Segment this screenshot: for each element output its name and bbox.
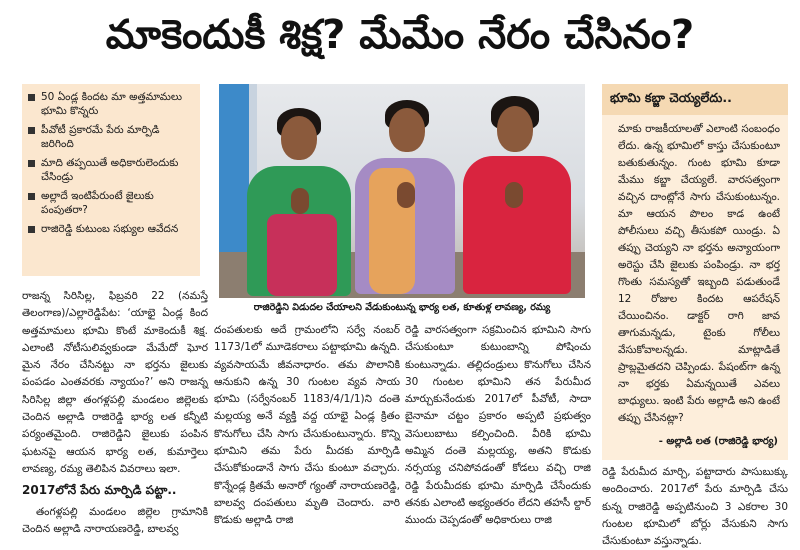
sidebox-body: మాకు రాజకీయాలతో ఎలాంటి సంబంధం లేదు. ఉన్న భూమిలో కాస్తు చేసుకుంటూ బతుకుతున్నం. గుంట భూమి కూడా మేము కబ్జా చేయ్యలే. వారసత్వంగా వచ్చిన దాంట్లోనే సాగు చేసుకుంటున్నం. మా ఆయన పొలం కాడ ఉంటే పోలీసులు వచ్చి తీసుకపో యిండ్రు. ఏ తప్పు చెయ్యని నా భర్తను అన్యాయంగా అరెస్టు చేసి జైలుకు పంపిండ్రు. నా భర్త గొంతు సమస్యతో ఇబ్బంది పడుతుండే 12 రోజుల కిందట ఆపరేషన్ చేయించినం. డాక్టర్ రాగి జావ తాగుమన్నడు, టైంకు గోలీలు వేసుకోవాలన్నడు. మాట్లాడితే ప్రాబ్లమైతదని చెప్పిండు. పేషంట్‌గా ఉన్న నా భర్తకు ఏమన్నయితే ఎవలు బాధ్యులు. ఇంటి పేరు అల్లాడి అని ఉంటే తప్పు చేసినట్లా? [618,123,780,424]
bullet-square-icon [28,94,35,101]
highlight-item: పీవోటీ ప్రకారమే పేరు మార్పిడి జరిగింది [28,123,194,151]
person-right [455,96,573,294]
highlight-item: మాది తప్పయితే అధికారులెందుకు చేసిండ్రు [28,156,194,184]
bullet-square-icon [28,226,35,233]
bullet-square-icon [28,127,35,134]
bullet-square-icon [28,193,35,200]
article-paragraph: రాజన్న సిరిసిల్ల, ఫిబ్రవరి 22 (నమస్తే తెలంగాణ)/ఎల్లారెడ్డిపేట: ‘యాభై ఏండ్ల కింద అత్తమామలు భూమి కొంటే మాకెందుకీ శిక్ష. ఎలాంటి నోటీసులివ్వకుండా మేమేదో ఘోర మైన నేరం చేసినట్టు నా భర్తను జైలుకు పంపడం ఎంతవరకు న్యాయం?’ అని రాజన్న సిరిసిల్ల జిల్లా తంగళ్లపల్లి మండలం జిల్లెలకు చెందిన అల్లాడి రాజిరెడ్డి భార్య లత కన్నీటి పర్యంతమైంది. రాజిరెడ్డిని జైలుకు పంపిన ఘటనపై ఆయన భార్య లత, కుమార్తెలు లావణ్య, రమ్య తెలిపిన వివరాలు ఇలా. [22,290,208,475]
article-subhead: 2017లోనే పేరు మార్పిడి పట్టా.. [22,483,177,498]
article-column-1 [22,288,208,538]
quote-sidebox [602,84,788,460]
article-column-3: రెడ్డి వారసత్వంగా సక్రమించిన భూమిని సాగు చేసుకుంటూ కుటుంబాన్ని పోషించు కుంటున్నాడు. తల్లిదండ్రులు కొనుగోలు చేసిన 30 గుంటల భూమిని తన పేరుమీద మార్చుకునేందుకు 2017లో పీవోటీ, సాదా బైనామా చట్టం ప్రకారం అప్పటి ప్రభుత్వం వెసులుబాటు కల్పించింది. వీరికి భూమి అమ్మిన దంతె మల్లయ్య, అతని కొడుకు నర్సయ్య చనిపోవడంతో కోడలు వచ్చి రాజి రెడ్డి పేరుమీదకు భూమి మార్పిడి చేసేందుకు తనకు ఎలాంటి అభ్యంతరం లేదని తహసీ ల్దార్ ముందు చెప్పడంతో అధికారులు రాజి [405,324,591,527]
highlight-item: 50 ఏండ్ల కిందట మా అత్తమామలు భూమి కొన్నరు [28,90,194,118]
person-left [241,104,351,294]
bullet-square-icon [28,160,35,167]
article-paragraph: తంగళ్లపల్లి మండలం జిల్లెల గ్రామానికి చెందిన అల్లాడి నారాయణరెడ్డి, బాలవ్వ [22,505,208,535]
person-middle [347,98,457,294]
highlights-box [22,84,200,276]
sidebox-title: భూమి కబ్జా చెయ్యలేదు.. [602,84,788,115]
highlight-item: రాజిరెడ్డి కుటుంబ సభ్యుల ఆవేదన [28,222,194,236]
headline: మాకెందుకీ శిక్ష? మేమేం నేరం చేసినం? [105,12,695,58]
family-photo [219,84,585,298]
article-column-2: దంపతులకు అదే గ్రామంలోని సర్వే నంబర్ 1173/1లో మూడెకరాలు పట్టాభూమి ఉన్నది. వ్యవసాయమే జీవనాధారం. తమ పొలానికి ఆనుకుని ఉన్న 30 గుంటల వ్యవ సాయ భూమి (సర్వేనంబర్ 1183/4/1/1)ని దంతె మల్లయ్య అనే వ్యక్తి వద్ద యాభై ఏండ్ల క్రితం కొనుగోలు చేసి సాగు చేసుకుంటున్నారు. కొన్ని భూమిని తమ పేరు మీదకు మార్పిడి చేసుకోకుండానే సాగు చేసు కుంటూ వచ్చారు. కొన్నేండ్ల క్రితమే అనారో గ్యంతో నారాయణరెడ్డి, బాలవ్వ దంపతులు మృతి చెందారు. వారి కొడుకు అల్లాడి రాజి [214,324,400,527]
highlight-item: అల్లాదే ఇంటిపేరుంటే జైలుకు పంపుతరా? [28,189,194,217]
photo-caption: రాజిరెడ్డిని విడుదల చేయాలని వేడుకుంటున్న భార్య లత, కూతుళ్ల లావణ్య, రమ్య [219,299,585,317]
sidebox-signature: - అల్లాడి లత (రాజిరెడ్డి భార్య) [658,436,778,447]
article-column-4: రెడ్డి పేరుమీద మార్చి, పట్టాదారు పాసుబుక్కు అందించారు. 2017లో పేరు మార్పిడి చేసు కున్న రాజిరెడ్డి అప్పటినుంచి 3 ఎకరాల 30 గుంటల భూమిలో బోర్లు వేసుకుని సాగు చేసుకుంటూ వస్తున్నాడు. [602,466,788,548]
